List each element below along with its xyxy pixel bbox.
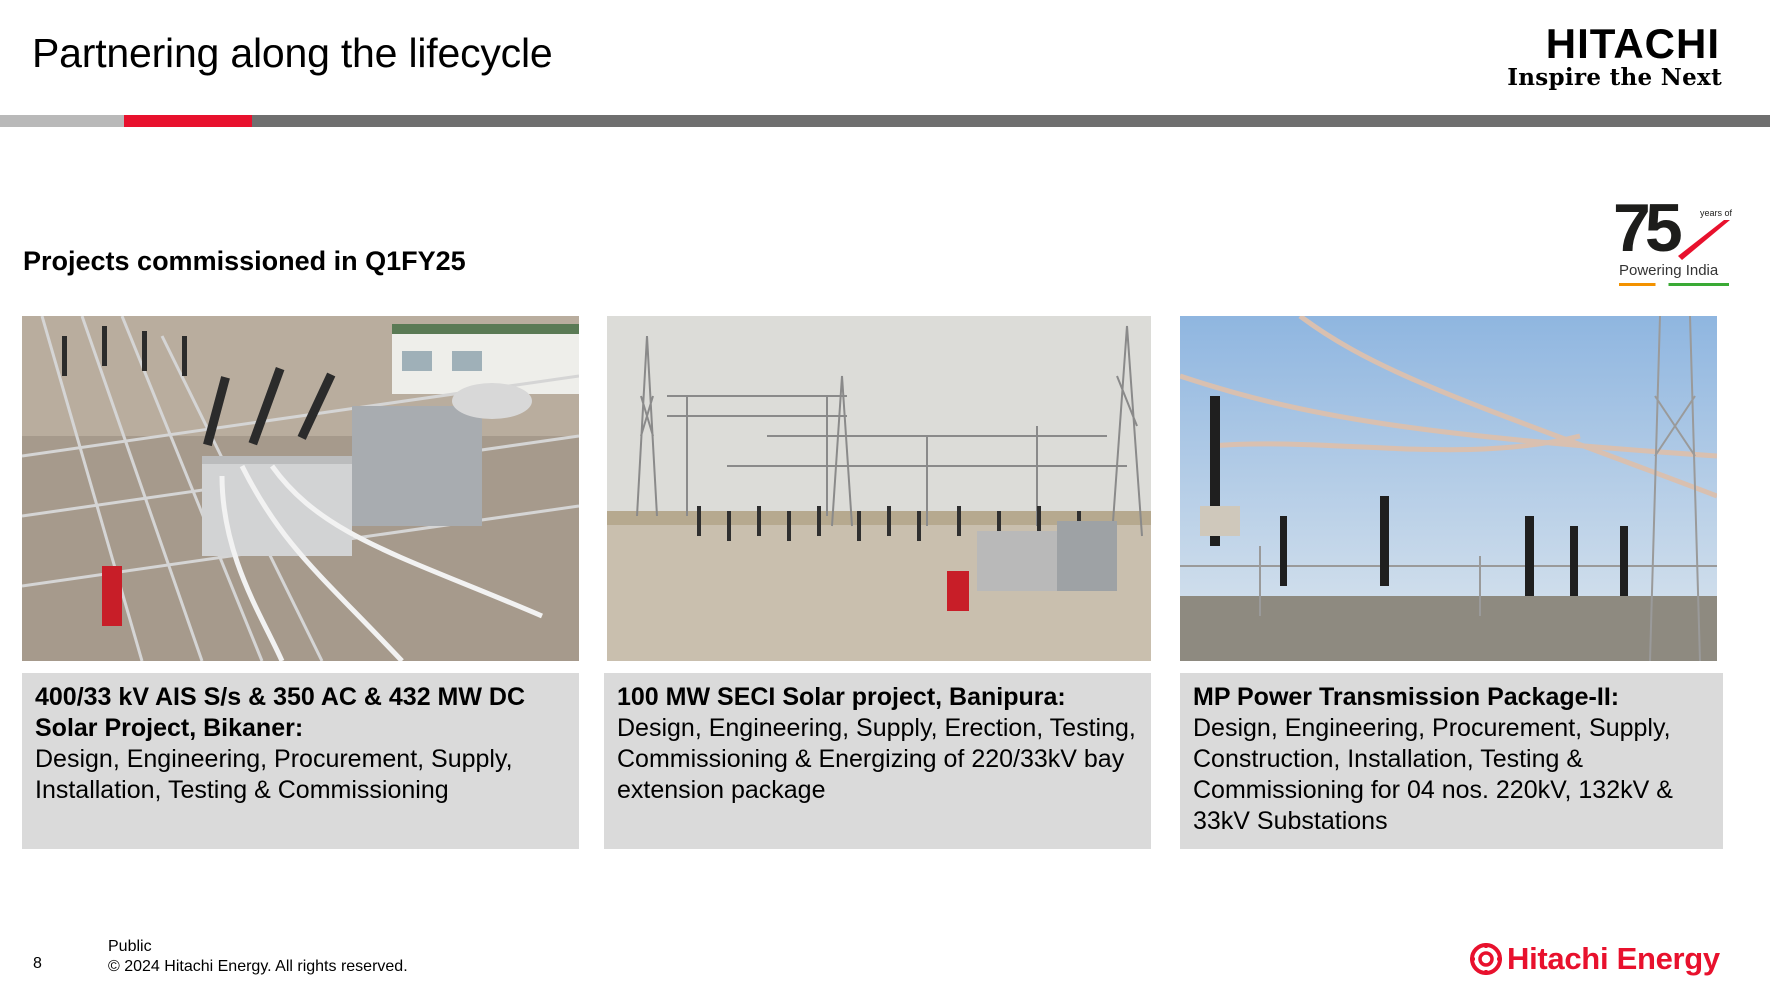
footer-classification [108,937,408,977]
section-subtitle: Projects commissioned in Q1FY25 [23,246,466,276]
hitachi-energy-wordmark: Hitachi Energy [1507,941,1720,976]
header-bar-accent [124,115,252,127]
project-title: 100 MW SECI Solar project, Banipura: [617,683,1066,711]
anniversary-badge [1612,190,1736,292]
project-photo-bikaner [22,316,579,661]
hitachi-tagline: Inspire the Next [1507,64,1722,91]
project-card-mp-transmission [1180,673,1723,849]
hitachi-energy-logo [1469,937,1720,981]
project-title: MP Power Transmission Package-II: [1193,683,1620,711]
page-number: 8 [33,955,42,972]
copyright-text: © 2024 Hitachi Energy. All rights reserved. [108,958,408,975]
project-photo-mp-transmission [1180,316,1717,661]
header-bar-light [0,115,124,127]
project-description: Design, Engineering, Procurement, Supply, Installation, Testing & Commissioning [35,745,513,804]
hitachi-logo [1498,22,1738,94]
slide-title: Partnering along the lifecycle [32,30,553,76]
hitachi-wordmark: HITACHI [1545,20,1720,67]
anniversary-swoosh-icon [1674,216,1730,262]
tricolor-underline [1619,283,1729,286]
anniversary-text: Powering India [1619,262,1719,279]
header-bar-dark [252,115,1770,127]
project-description: Design, Engineering, Procurement, Supply, Construction, Installation, Testing & Commissioning for 04 nos. 220kV, 132kV & 33kV Substations [1193,714,1673,835]
project-description: Design, Engineering, Supply, Erection, Testing, Commissioning & Energizing of 220/33kV bay extension package [617,714,1136,804]
anniversary-number: 75 [1613,190,1677,266]
anniversary-years-text: years of [1700,208,1733,218]
project-title: 400/33 kV AIS S/s & 350 AC & 432 MW DC Solar Project, Bikaner: [35,683,526,742]
hitachi-energy-mark-icon [1469,942,1503,976]
classification-label: Public [108,938,152,955]
project-photo-banipura [607,316,1151,661]
project-card-bikaner [22,673,579,849]
project-card-banipura [604,673,1151,849]
